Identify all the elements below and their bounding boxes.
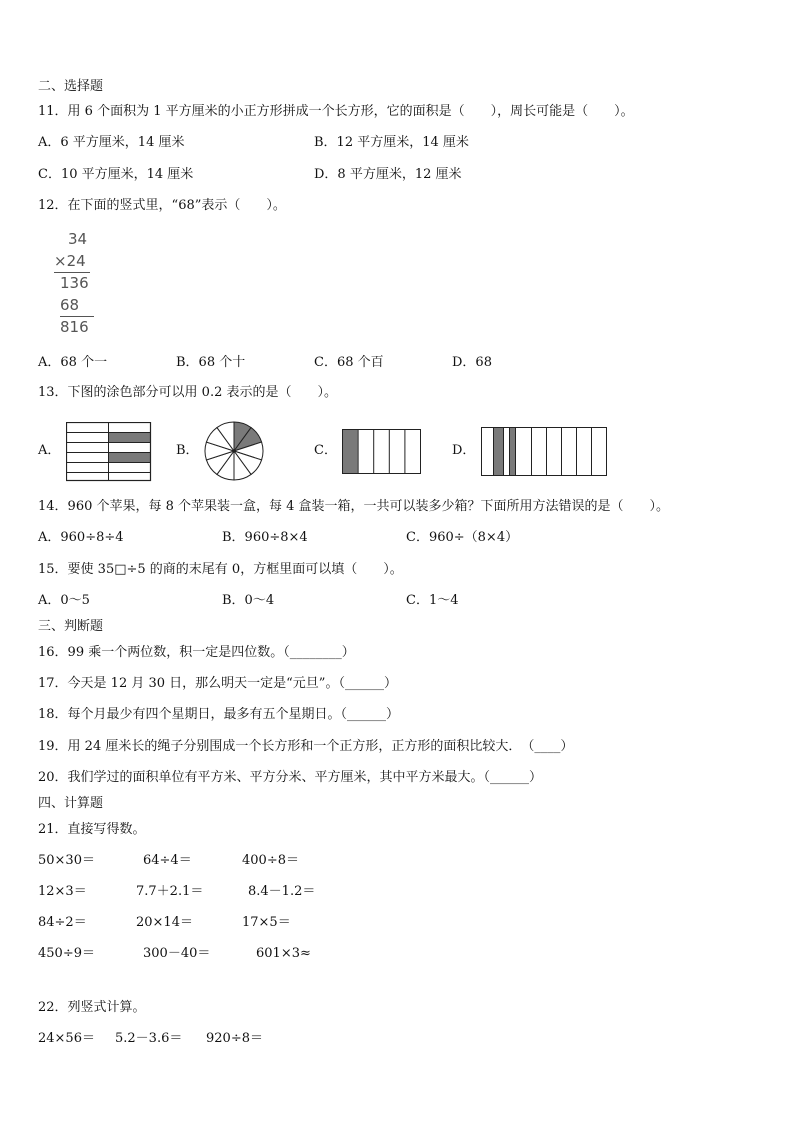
vertical-calc-item: 5.2－3.6＝ [115,1031,183,1046]
question-18: 18．每个月最少有四个星期日，最多有五个星期日。（______） [38,707,400,722]
question-16: 16．99 乘一个两位数，积一定是四位数。（________） [38,645,355,660]
figure-b-circle [203,420,265,482]
question-22-stem: 22．列竖式计算。 [38,1000,146,1015]
vertical-multiplication [52,228,112,340]
question-12-option-d[interactable]: D．68 [452,355,492,370]
vertical-row-2: ×24 [54,252,86,270]
section-heading-calc: 四、计算题 [38,796,104,811]
question-13-option-a[interactable]: A． [38,443,61,458]
vertical-rule-2 [60,316,94,317]
question-12-stem: 12．在下面的竖式里，“68”表示（ ）。 [38,198,286,213]
calc-item: 64÷4＝ [143,853,192,868]
calc-item: 20×14＝ [136,915,193,930]
question-11-option-b[interactable]: B．12 平方厘米，14 厘米 [314,135,469,150]
calc-item: 8.4－1.2＝ [248,884,316,899]
vertical-row-5: 816 [60,318,89,336]
calc-item: 12×3＝ [38,884,87,899]
question-13-option-b[interactable]: B． [176,443,199,458]
vertical-row-4: 68 [60,296,80,314]
question-13-option-c[interactable]: C． [314,443,337,458]
calc-item: 601×3≈ [256,946,311,961]
calc-item: 50×30＝ [38,853,95,868]
question-11-option-c[interactable]: C．10 平方厘米，14 厘米 [38,167,194,182]
question-14-option-b[interactable]: B．960÷8×4 [222,530,308,545]
question-20: 20．我们学过的面积单位有平方米、平方分米、平方厘米，其中平方米最大。（______） [38,770,543,785]
vertical-rule-1 [54,272,90,273]
question-15-option-a[interactable]: A．0～5 [38,593,90,608]
question-19: 19．用 24 厘米长的绳子分别围成一个长方形和一个正方形，正方形的面积比较大． （____） [38,739,574,754]
question-21-stem: 21．直接写得数。 [38,822,146,837]
vertical-row-3: 136 [60,274,89,292]
question-15-option-b[interactable]: B．0～4 [222,593,275,608]
vertical-calc-item: 24×56＝ [38,1031,95,1046]
section-heading-choice: 二、选择题 [38,79,104,94]
question-14-stem: 14．960 个苹果，每 8 个苹果装一盒，每 4 盒装一箱，一共可以装多少箱？下面所用方法错误的是（ ）。 [38,499,670,514]
question-12-option-b[interactable]: B．68 个十 [176,355,246,370]
calc-item: 300－40＝ [143,946,211,961]
calc-item: 7.7＋2.1＝ [136,884,204,899]
question-14-option-c[interactable]: C．960÷（8×4） [406,530,519,545]
figure-d-strip [481,427,609,477]
section-heading-judge: 三、判断题 [38,619,104,634]
question-13-option-d[interactable]: D． [452,443,476,458]
vertical-row-1: 34 [68,230,88,248]
question-14-option-a[interactable]: A．960÷8÷4 [38,530,124,545]
figure-a-grid [66,422,152,482]
vertical-calc-item: 920÷8＝ [206,1031,263,1046]
calc-item: 450÷9＝ [38,946,95,961]
question-11-option-d[interactable]: D．8 平方厘米，12 厘米 [314,167,462,182]
question-11-option-a[interactable]: A．6 平方厘米，14 厘米 [38,135,185,150]
question-15-option-c[interactable]: C．1～4 [406,593,459,608]
question-13-stem: 13．下图的涂色部分可以用 0.2 表示的是（ ）。 [38,385,337,400]
calc-item: 17×5＝ [242,915,291,930]
question-17: 17．今天是 12 月 30 日，那么明天一定是“元旦”。（______） [38,676,397,691]
question-12-option-c[interactable]: C．68 个百 [314,355,384,370]
question-12-option-a[interactable]: A．68 个一 [38,355,108,370]
calc-item: 84÷2＝ [38,915,87,930]
question-15-stem: 15．要使 35□÷5 的商的末尾有 0，方框里面可以填（ ）。 [38,562,403,577]
question-11-stem: 11．用 6 个面积为 1 平方厘米的小正方形拼成一个长方形，它的面积是（ ），周长可能是（ ）。 [38,104,634,119]
calc-item: 400÷8＝ [242,853,299,868]
figure-c-strip [342,429,422,475]
